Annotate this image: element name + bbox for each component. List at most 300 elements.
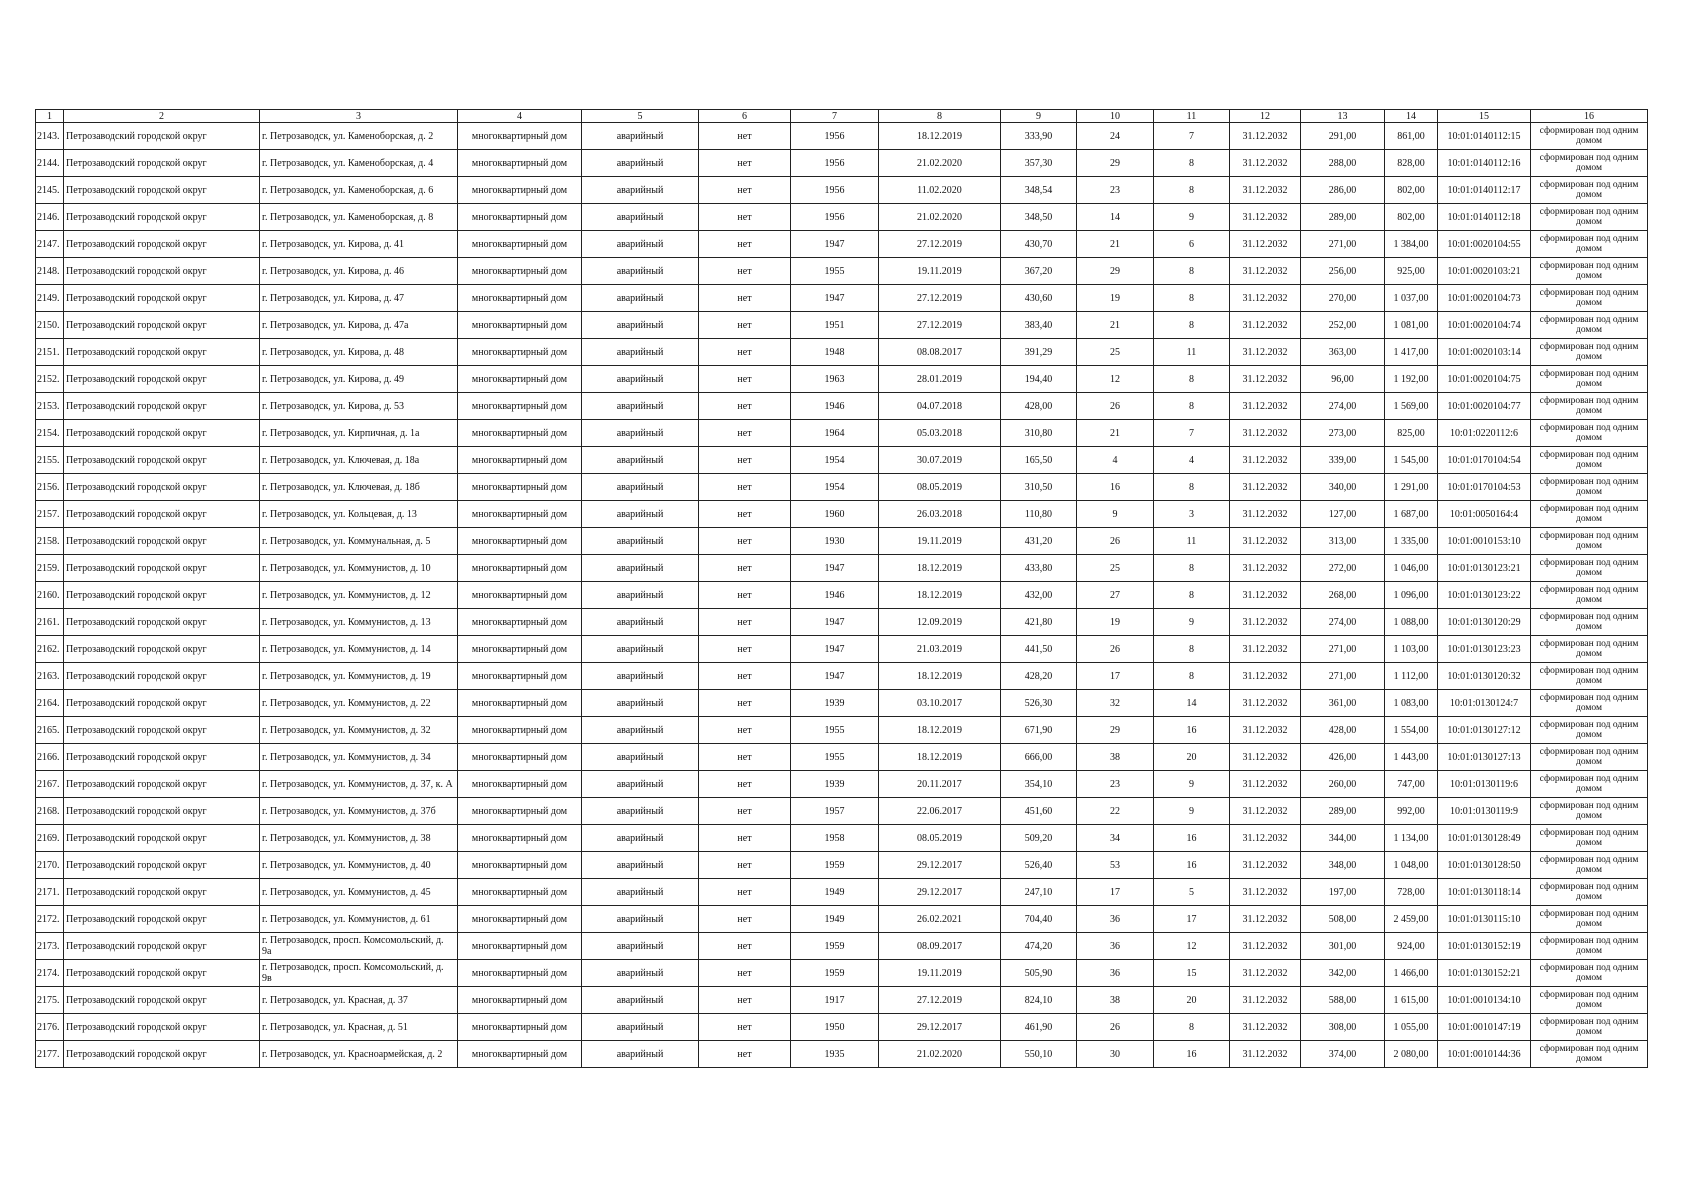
cell-land-status: сформирован под одним домом xyxy=(1531,150,1648,177)
cell-recognition-date: 04.07.2018 xyxy=(879,393,1001,420)
cell-address: г. Петрозаводск, ул. Коммунистов, д. 19 xyxy=(260,663,458,690)
cell-municipality: Петрозаводский городской округ xyxy=(64,447,260,474)
table-row xyxy=(36,609,1648,636)
cell-living-area: 271,00 xyxy=(1301,663,1385,690)
cell-address: г. Петрозаводск, ул. Кирова, д. 46 xyxy=(260,258,458,285)
cell-address: г. Петрозаводск, просп. Комсомольский, д. 9в xyxy=(260,960,458,987)
cell-land-status: сформирован под одним домом xyxy=(1531,717,1648,744)
cell-address: г. Петрозаводск, ул. Кирова, д. 53 xyxy=(260,393,458,420)
cell-row-number: 2172. xyxy=(36,906,64,933)
column-header-10: 10 xyxy=(1077,110,1154,123)
cell-residents: 19 xyxy=(1077,285,1154,312)
cell-recognition-date: 11.02.2020 xyxy=(879,177,1001,204)
cell-recognition-date: 08.05.2019 xyxy=(879,474,1001,501)
cell-building-type: многоквартирный дом xyxy=(458,150,582,177)
cell-residents: 21 xyxy=(1077,312,1154,339)
cell-living-area: 260,00 xyxy=(1301,771,1385,798)
cell-residents: 21 xyxy=(1077,231,1154,258)
cell-recognition-date: 03.10.2017 xyxy=(879,690,1001,717)
cell-land-status: сформирован под одним домом xyxy=(1531,852,1648,879)
cell-municipality: Петрозаводский городской округ xyxy=(64,393,260,420)
cell-residents: 30 xyxy=(1077,1041,1154,1068)
cell-recognition-date: 27.12.2019 xyxy=(879,285,1001,312)
cell-apartments: 14 xyxy=(1154,690,1230,717)
cell-land-status: сформирован под одним домом xyxy=(1531,285,1648,312)
cell-land-status: сформирован под одним домом xyxy=(1531,1041,1648,1068)
cell-land-status: сформирован под одним домом xyxy=(1531,879,1648,906)
cell-building-type: многоквартирный дом xyxy=(458,528,582,555)
cell-flag: нет xyxy=(699,771,791,798)
cell-land-area: 828,00 xyxy=(1385,150,1438,177)
cell-recognition-date: 27.12.2019 xyxy=(879,987,1001,1014)
cell-living-area: 289,00 xyxy=(1301,204,1385,231)
cell-resettlement-deadline: 31.12.2032 xyxy=(1230,609,1301,636)
cell-municipality: Петрозаводский городской округ xyxy=(64,150,260,177)
cell-land-area: 1 103,00 xyxy=(1385,636,1438,663)
cell-land-area: 1 443,00 xyxy=(1385,744,1438,771)
cell-municipality: Петрозаводский городской округ xyxy=(64,501,260,528)
cell-land-status: сформирован под одним домом xyxy=(1531,555,1648,582)
table-row xyxy=(36,150,1648,177)
cell-year-built: 1957 xyxy=(791,798,879,825)
cell-living-area: 308,00 xyxy=(1301,1014,1385,1041)
cell-row-number: 2165. xyxy=(36,717,64,744)
cell-cadastral-number: 10:01:0020104:77 xyxy=(1438,393,1531,420)
column-header-2: 2 xyxy=(64,110,260,123)
cell-address: г. Петрозаводск, ул. Коммунистов, д. 37б xyxy=(260,798,458,825)
cell-apartments: 11 xyxy=(1154,528,1230,555)
cell-building-type: многоквартирный дом xyxy=(458,987,582,1014)
cell-cadastral-number: 10:01:0130123:22 xyxy=(1438,582,1531,609)
cell-residents: 4 xyxy=(1077,447,1154,474)
cell-recognition-date: 29.12.2017 xyxy=(879,852,1001,879)
cell-row-number: 2161. xyxy=(36,609,64,636)
cell-total-area: 110,80 xyxy=(1001,501,1077,528)
cell-cadastral-number: 10:01:0170104:53 xyxy=(1438,474,1531,501)
table-row xyxy=(36,285,1648,312)
cell-residents: 29 xyxy=(1077,258,1154,285)
cell-row-number: 2156. xyxy=(36,474,64,501)
cell-address: г. Петрозаводск, ул. Коммунистов, д. 61 xyxy=(260,906,458,933)
cell-condition: аварийный xyxy=(582,717,699,744)
cell-flag: нет xyxy=(699,177,791,204)
cell-cadastral-number: 10:01:0050164:4 xyxy=(1438,501,1531,528)
cell-cadastral-number: 10:01:0130119:9 xyxy=(1438,798,1531,825)
cell-land-area: 1 335,00 xyxy=(1385,528,1438,555)
table-row xyxy=(36,933,1648,960)
cell-land-area: 1 083,00 xyxy=(1385,690,1438,717)
cell-flag: нет xyxy=(699,366,791,393)
cell-apartments: 8 xyxy=(1154,555,1230,582)
cell-residents: 27 xyxy=(1077,582,1154,609)
table-row xyxy=(36,771,1648,798)
column-header-13: 13 xyxy=(1301,110,1385,123)
cell-address: г. Петрозаводск, ул. Коммунистов, д. 40 xyxy=(260,852,458,879)
cell-resettlement-deadline: 31.12.2032 xyxy=(1230,906,1301,933)
cell-cadastral-number: 10:01:0220112:6 xyxy=(1438,420,1531,447)
cell-building-type: многоквартирный дом xyxy=(458,231,582,258)
cell-total-area: 367,20 xyxy=(1001,258,1077,285)
cell-address: г. Петрозаводск, ул. Коммунистов, д. 38 xyxy=(260,825,458,852)
cell-apartments: 7 xyxy=(1154,420,1230,447)
cell-recognition-date: 05.03.2018 xyxy=(879,420,1001,447)
cell-recognition-date: 19.11.2019 xyxy=(879,960,1001,987)
cell-flag: нет xyxy=(699,636,791,663)
cell-total-area: 431,20 xyxy=(1001,528,1077,555)
cell-recognition-date: 27.12.2019 xyxy=(879,231,1001,258)
cell-residents: 26 xyxy=(1077,636,1154,663)
cell-residents: 29 xyxy=(1077,717,1154,744)
cell-flag: нет xyxy=(699,123,791,150)
cell-municipality: Петрозаводский городской округ xyxy=(64,339,260,366)
cell-municipality: Петрозаводский городской округ xyxy=(64,1014,260,1041)
cell-address: г. Петрозаводск, ул. Коммунистов, д. 45 xyxy=(260,879,458,906)
cell-land-status: сформирован под одним домом xyxy=(1531,420,1648,447)
cell-row-number: 2163. xyxy=(36,663,64,690)
cell-condition: аварийный xyxy=(582,1041,699,1068)
cell-living-area: 96,00 xyxy=(1301,366,1385,393)
cell-cadastral-number: 10:01:0020104:55 xyxy=(1438,231,1531,258)
cell-address: г. Петрозаводск, ул. Ключевая, д. 18а xyxy=(260,447,458,474)
cell-row-number: 2155. xyxy=(36,447,64,474)
cell-year-built: 1946 xyxy=(791,393,879,420)
cell-address: г. Петрозаводск, ул. Красноармейская, д. 2 xyxy=(260,1041,458,1068)
cell-residents: 29 xyxy=(1077,150,1154,177)
table-row xyxy=(36,555,1648,582)
cell-condition: аварийный xyxy=(582,204,699,231)
table-row xyxy=(36,852,1648,879)
cell-resettlement-deadline: 31.12.2032 xyxy=(1230,771,1301,798)
cell-recognition-date: 18.12.2019 xyxy=(879,555,1001,582)
cell-apartments: 9 xyxy=(1154,204,1230,231)
cell-municipality: Петрозаводский городской округ xyxy=(64,204,260,231)
cell-row-number: 2149. xyxy=(36,285,64,312)
cell-apartments: 8 xyxy=(1154,177,1230,204)
cell-row-number: 2160. xyxy=(36,582,64,609)
cell-municipality: Петрозаводский городской округ xyxy=(64,879,260,906)
cell-building-type: многоквартирный дом xyxy=(458,393,582,420)
cell-row-number: 2171. xyxy=(36,879,64,906)
cell-living-area: 273,00 xyxy=(1301,420,1385,447)
cell-cadastral-number: 10:01:0020103:14 xyxy=(1438,339,1531,366)
cell-resettlement-deadline: 31.12.2032 xyxy=(1230,1014,1301,1041)
cell-land-status: сформирован под одним домом xyxy=(1531,501,1648,528)
cell-condition: аварийный xyxy=(582,798,699,825)
cell-living-area: 313,00 xyxy=(1301,528,1385,555)
cell-address: г. Петрозаводск, ул. Красная, д. 37 xyxy=(260,987,458,1014)
cell-total-area: 348,50 xyxy=(1001,204,1077,231)
cell-recognition-date: 18.12.2019 xyxy=(879,663,1001,690)
cell-building-type: многоквартирный дом xyxy=(458,177,582,204)
column-header-6: 6 xyxy=(699,110,791,123)
cell-municipality: Петрозаводский городской округ xyxy=(64,285,260,312)
cell-residents: 36 xyxy=(1077,960,1154,987)
table-row xyxy=(36,690,1648,717)
cell-cadastral-number: 10:01:0130152:21 xyxy=(1438,960,1531,987)
cell-condition: аварийный xyxy=(582,744,699,771)
cell-condition: аварийный xyxy=(582,177,699,204)
cell-condition: аварийный xyxy=(582,258,699,285)
cell-year-built: 1948 xyxy=(791,339,879,366)
cell-condition: аварийный xyxy=(582,474,699,501)
cell-cadastral-number: 10:01:0130128:49 xyxy=(1438,825,1531,852)
cell-year-built: 1960 xyxy=(791,501,879,528)
cell-recognition-date: 20.11.2017 xyxy=(879,771,1001,798)
table-row xyxy=(36,960,1648,987)
cell-address: г. Петрозаводск, ул. Каменоборская, д. 6 xyxy=(260,177,458,204)
column-header-7: 7 xyxy=(791,110,879,123)
cell-address: г. Петрозаводск, ул. Коммунистов, д. 22 xyxy=(260,690,458,717)
cell-building-type: многоквартирный дом xyxy=(458,420,582,447)
cell-land-area: 2 459,00 xyxy=(1385,906,1438,933)
cell-address: г. Петрозаводск, ул. Коммунальная, д. 5 xyxy=(260,528,458,555)
cell-residents: 23 xyxy=(1077,771,1154,798)
cell-cadastral-number: 10:01:0130118:14 xyxy=(1438,879,1531,906)
cell-year-built: 1954 xyxy=(791,474,879,501)
cell-living-area: 361,00 xyxy=(1301,690,1385,717)
cell-resettlement-deadline: 31.12.2032 xyxy=(1230,177,1301,204)
cell-cadastral-number: 10:01:0140112:18 xyxy=(1438,204,1531,231)
cell-living-area: 344,00 xyxy=(1301,825,1385,852)
cell-recognition-date: 29.12.2017 xyxy=(879,1014,1001,1041)
table-row xyxy=(36,474,1648,501)
cell-year-built: 1949 xyxy=(791,879,879,906)
cell-apartments: 11 xyxy=(1154,339,1230,366)
cell-apartments: 5 xyxy=(1154,879,1230,906)
cell-resettlement-deadline: 31.12.2032 xyxy=(1230,204,1301,231)
cell-land-status: сформирован под одним домом xyxy=(1531,231,1648,258)
cell-building-type: многоквартирный дом xyxy=(458,474,582,501)
cell-year-built: 1954 xyxy=(791,447,879,474)
cell-address: г. Петрозаводск, ул. Кирова, д. 48 xyxy=(260,339,458,366)
cell-apartments: 8 xyxy=(1154,393,1230,420)
cell-residents: 23 xyxy=(1077,177,1154,204)
cell-total-area: 428,20 xyxy=(1001,663,1077,690)
column-header-11: 11 xyxy=(1154,110,1230,123)
cell-living-area: 289,00 xyxy=(1301,798,1385,825)
cell-flag: нет xyxy=(699,474,791,501)
cell-row-number: 2157. xyxy=(36,501,64,528)
cell-municipality: Петрозаводский городской округ xyxy=(64,636,260,663)
column-header-5: 5 xyxy=(582,110,699,123)
cell-recognition-date: 21.02.2020 xyxy=(879,1041,1001,1068)
cell-apartments: 4 xyxy=(1154,447,1230,474)
cell-resettlement-deadline: 31.12.2032 xyxy=(1230,366,1301,393)
cell-land-area: 1 384,00 xyxy=(1385,231,1438,258)
cell-land-status: сформирован под одним домом xyxy=(1531,204,1648,231)
cell-year-built: 1946 xyxy=(791,582,879,609)
cell-living-area: 291,00 xyxy=(1301,123,1385,150)
cell-resettlement-deadline: 31.12.2032 xyxy=(1230,528,1301,555)
cell-land-area: 1 417,00 xyxy=(1385,339,1438,366)
cell-condition: аварийный xyxy=(582,447,699,474)
cell-recognition-date: 08.09.2017 xyxy=(879,933,1001,960)
cell-land-area: 1 554,00 xyxy=(1385,717,1438,744)
cell-resettlement-deadline: 31.12.2032 xyxy=(1230,987,1301,1014)
cell-land-area: 728,00 xyxy=(1385,879,1438,906)
cell-row-number: 2170. xyxy=(36,852,64,879)
table-row xyxy=(36,447,1648,474)
cell-living-area: 274,00 xyxy=(1301,609,1385,636)
cell-recognition-date: 27.12.2019 xyxy=(879,312,1001,339)
cell-condition: аварийный xyxy=(582,852,699,879)
cell-condition: аварийный xyxy=(582,663,699,690)
cell-condition: аварийный xyxy=(582,987,699,1014)
cell-condition: аварийный xyxy=(582,123,699,150)
cell-building-type: многоквартирный дом xyxy=(458,1041,582,1068)
cell-row-number: 2167. xyxy=(36,771,64,798)
cell-row-number: 2176. xyxy=(36,1014,64,1041)
cell-resettlement-deadline: 31.12.2032 xyxy=(1230,285,1301,312)
cell-row-number: 2169. xyxy=(36,825,64,852)
cell-building-type: многоквартирный дом xyxy=(458,555,582,582)
cell-building-type: многоквартирный дом xyxy=(458,960,582,987)
cell-cadastral-number: 10:01:0140112:17 xyxy=(1438,177,1531,204)
cell-land-status: сформирован под одним домом xyxy=(1531,960,1648,987)
cell-total-area: 421,80 xyxy=(1001,609,1077,636)
cell-land-area: 1 081,00 xyxy=(1385,312,1438,339)
cell-condition: аварийный xyxy=(582,933,699,960)
cell-year-built: 1947 xyxy=(791,285,879,312)
cell-municipality: Петрозаводский городской округ xyxy=(64,231,260,258)
cell-flag: нет xyxy=(699,150,791,177)
cell-municipality: Петрозаводский городской округ xyxy=(64,258,260,285)
cell-municipality: Петрозаводский городской округ xyxy=(64,798,260,825)
cell-residents: 25 xyxy=(1077,339,1154,366)
cell-living-area: 288,00 xyxy=(1301,150,1385,177)
cell-total-area: 550,10 xyxy=(1001,1041,1077,1068)
cell-row-number: 2151. xyxy=(36,339,64,366)
cell-condition: аварийный xyxy=(582,879,699,906)
cell-condition: аварийный xyxy=(582,960,699,987)
cell-cadastral-number: 10:01:0020104:73 xyxy=(1438,285,1531,312)
cell-condition: аварийный xyxy=(582,690,699,717)
cell-living-area: 286,00 xyxy=(1301,177,1385,204)
column-number-row xyxy=(36,110,1648,123)
cell-year-built: 1939 xyxy=(791,771,879,798)
cell-flag: нет xyxy=(699,717,791,744)
cell-land-area: 1 055,00 xyxy=(1385,1014,1438,1041)
table-row xyxy=(36,717,1648,744)
cell-cadastral-number: 10:01:0140112:16 xyxy=(1438,150,1531,177)
cell-total-area: 357,30 xyxy=(1001,150,1077,177)
table-row xyxy=(36,231,1648,258)
cell-land-status: сформирован под одним домом xyxy=(1531,177,1648,204)
cell-apartments: 8 xyxy=(1154,258,1230,285)
cell-row-number: 2162. xyxy=(36,636,64,663)
cell-building-type: многоквартирный дом xyxy=(458,366,582,393)
cell-flag: нет xyxy=(699,852,791,879)
cell-land-status: сформирован под одним домом xyxy=(1531,582,1648,609)
cell-address: г. Петрозаводск, ул. Каменоборская, д. 2 xyxy=(260,123,458,150)
cell-row-number: 2158. xyxy=(36,528,64,555)
cell-land-area: 1 134,00 xyxy=(1385,825,1438,852)
cell-municipality: Петрозаводский городской округ xyxy=(64,123,260,150)
cell-municipality: Петрозаводский городской округ xyxy=(64,609,260,636)
cell-residents: 9 xyxy=(1077,501,1154,528)
cell-living-area: 256,00 xyxy=(1301,258,1385,285)
cell-cadastral-number: 10:01:0020104:75 xyxy=(1438,366,1531,393)
cell-address: г. Петрозаводск, ул. Коммунистов, д. 10 xyxy=(260,555,458,582)
cell-total-area: 505,90 xyxy=(1001,960,1077,987)
column-header-8: 8 xyxy=(879,110,1001,123)
cell-land-status: сформирован под одним домом xyxy=(1531,123,1648,150)
cell-year-built: 1964 xyxy=(791,420,879,447)
cell-municipality: Петрозаводский городской округ xyxy=(64,582,260,609)
cell-land-area: 1 687,00 xyxy=(1385,501,1438,528)
cell-land-area: 992,00 xyxy=(1385,798,1438,825)
cell-living-area: 588,00 xyxy=(1301,987,1385,1014)
cell-resettlement-deadline: 31.12.2032 xyxy=(1230,312,1301,339)
cell-apartments: 8 xyxy=(1154,366,1230,393)
cell-municipality: Петрозаводский городской округ xyxy=(64,690,260,717)
cell-living-area: 197,00 xyxy=(1301,879,1385,906)
cell-resettlement-deadline: 31.12.2032 xyxy=(1230,582,1301,609)
cell-apartments: 6 xyxy=(1154,231,1230,258)
cell-building-type: многоквартирный дом xyxy=(458,879,582,906)
cell-condition: аварийный xyxy=(582,825,699,852)
cell-resettlement-deadline: 31.12.2032 xyxy=(1230,555,1301,582)
cell-total-area: 428,00 xyxy=(1001,393,1077,420)
cell-cadastral-number: 10:01:0140112:15 xyxy=(1438,123,1531,150)
cell-living-area: 271,00 xyxy=(1301,231,1385,258)
cell-resettlement-deadline: 31.12.2032 xyxy=(1230,798,1301,825)
cell-total-area: 704,40 xyxy=(1001,906,1077,933)
cell-flag: нет xyxy=(699,933,791,960)
cell-year-built: 1949 xyxy=(791,906,879,933)
cell-land-area: 1 192,00 xyxy=(1385,366,1438,393)
cell-land-area: 1 096,00 xyxy=(1385,582,1438,609)
cell-resettlement-deadline: 31.12.2032 xyxy=(1230,825,1301,852)
cell-year-built: 1956 xyxy=(791,204,879,231)
cell-address: г. Петрозаводск, ул. Кирова, д. 41 xyxy=(260,231,458,258)
cell-flag: нет xyxy=(699,312,791,339)
cell-recognition-date: 22.06.2017 xyxy=(879,798,1001,825)
cell-address: г. Петрозаводск, ул. Коммунистов, д. 32 xyxy=(260,717,458,744)
cell-flag: нет xyxy=(699,1014,791,1041)
cell-row-number: 2174. xyxy=(36,960,64,987)
cell-building-type: многоквартирный дом xyxy=(458,123,582,150)
cell-living-area: 274,00 xyxy=(1301,393,1385,420)
cell-recognition-date: 08.08.2017 xyxy=(879,339,1001,366)
cell-recognition-date: 26.02.2021 xyxy=(879,906,1001,933)
cell-cadastral-number: 10:01:0130120:29 xyxy=(1438,609,1531,636)
table-body xyxy=(36,123,1648,1068)
cell-land-area: 1 037,00 xyxy=(1385,285,1438,312)
cell-living-area: 127,00 xyxy=(1301,501,1385,528)
cell-cadastral-number: 10:01:0130127:13 xyxy=(1438,744,1531,771)
cell-year-built: 1963 xyxy=(791,366,879,393)
cell-row-number: 2164. xyxy=(36,690,64,717)
cell-resettlement-deadline: 31.12.2032 xyxy=(1230,150,1301,177)
table-row xyxy=(36,501,1648,528)
cell-land-status: сформирован под одним домом xyxy=(1531,528,1648,555)
cell-flag: нет xyxy=(699,744,791,771)
column-header-12: 12 xyxy=(1230,110,1301,123)
cell-municipality: Петрозаводский городской округ xyxy=(64,771,260,798)
cell-municipality: Петрозаводский городской округ xyxy=(64,366,260,393)
cell-year-built: 1959 xyxy=(791,852,879,879)
cell-condition: аварийный xyxy=(582,636,699,663)
cell-apartments: 16 xyxy=(1154,717,1230,744)
cell-row-number: 2173. xyxy=(36,933,64,960)
cell-living-area: 508,00 xyxy=(1301,906,1385,933)
cell-year-built: 1939 xyxy=(791,690,879,717)
cell-apartments: 16 xyxy=(1154,852,1230,879)
cell-building-type: многоквартирный дом xyxy=(458,447,582,474)
cell-living-area: 339,00 xyxy=(1301,447,1385,474)
cell-row-number: 2145. xyxy=(36,177,64,204)
